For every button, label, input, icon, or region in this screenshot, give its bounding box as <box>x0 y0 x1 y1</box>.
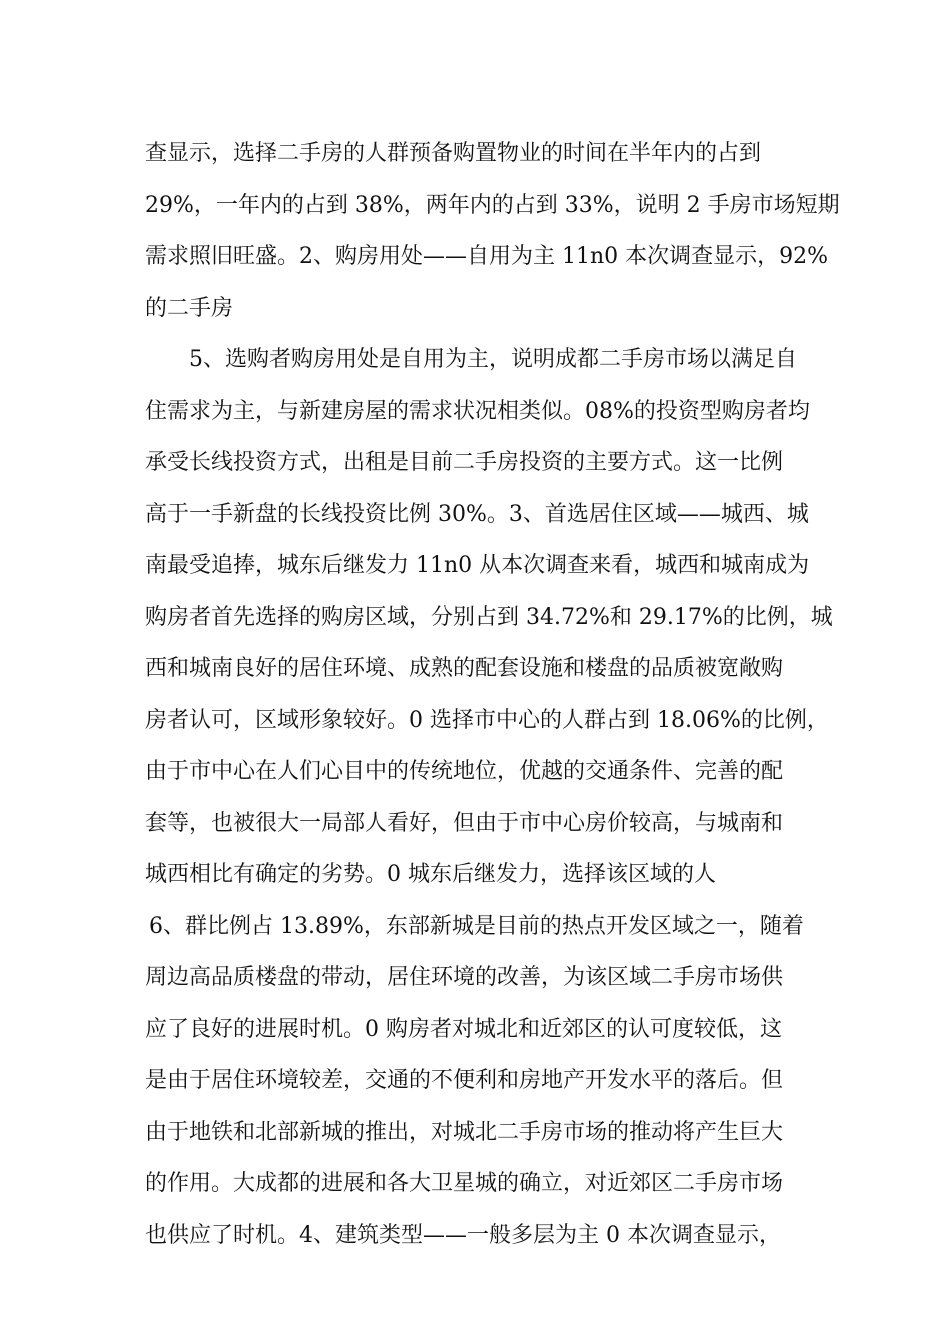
text-line: 城西相比有确定的劣势。0 城东后继发力，选择该区域的人 <box>145 862 716 887</box>
body-text <box>145 128 840 1261</box>
text-line: 也供应了时机。4、建筑类型——一般多层为主 0 本次调查显示， <box>145 1222 781 1248</box>
text-line: 房者认可，区域形象较好。0 选择市中心的人群占到 18.06%的比例， <box>145 707 829 733</box>
text-line: 套等，也被很大一局部人看好，但由于市中心房价较高，与城南和 <box>145 810 784 836</box>
text-line: 南最受追捧，城东后继发力 11n0 从本次调查来看，城西和城南成为 <box>145 553 810 578</box>
text-line: 是由于居住环境较差，交通的不便利和房地产开发水平的落后。但 <box>145 1068 784 1093</box>
text-line: 由于市中心在人们心目中的传统地位，优越的交通条件、完善的配 <box>145 759 784 784</box>
text-line: 承受长线投资方式，出租是目前二手房投资的主要方式。这一比例 <box>145 450 784 475</box>
text-line: 购房者首先选择的购房区域，分别占到 34.72%和 29.17%的比例，城 <box>145 604 833 630</box>
text-line: 查显示，选择二手房的人群预备购置物业的时间在半年内的占到 <box>145 141 762 166</box>
paragraph-start-line: 5、选购者购房用处是自用为主，说明成都二手房市场以满足自 <box>189 347 797 372</box>
paragraph-start-line: 6、群比例占 13.89%，东部新城是目前的热点开发区域之一，随着 <box>149 913 804 939</box>
text-line: 周边高品质楼盘的带动，居住环境的改善，为该区域二手房市场供 <box>145 965 784 990</box>
text-line: 应了良好的进展时机。0 购房者对城北和近郊区的认可度较低，这 <box>145 1016 782 1042</box>
text-line: 西和城南良好的居住环境、成熟的配套设施和楼盘的品质被宽敞购 <box>145 656 784 681</box>
text-line: 的二手房 <box>145 295 234 321</box>
text-line: 需求照旧旺盛。2、购房用处——自用为主 11n0 本次调查显示，92% <box>145 244 829 269</box>
text-line: 的作用。大成都的进展和各大卫星城的确立，对近郊区二手房市场 <box>145 1171 784 1196</box>
text-line: 住需求为主，与新建房屋的需求状况相类似。08%的投资型购房者均 <box>145 398 810 424</box>
text-line: 高于一手新盘的长线投资比例 30%。3、首选居住区域——城西、城 <box>145 501 809 527</box>
text-line: 由于地铁和北部新城的推出，对城北二手房市场的推动将产生巨大 <box>145 1119 784 1145</box>
text-line: 29%，一年内的占到 38%，两年内的占到 33%，说明 2 手房市场短期 <box>145 192 840 218</box>
